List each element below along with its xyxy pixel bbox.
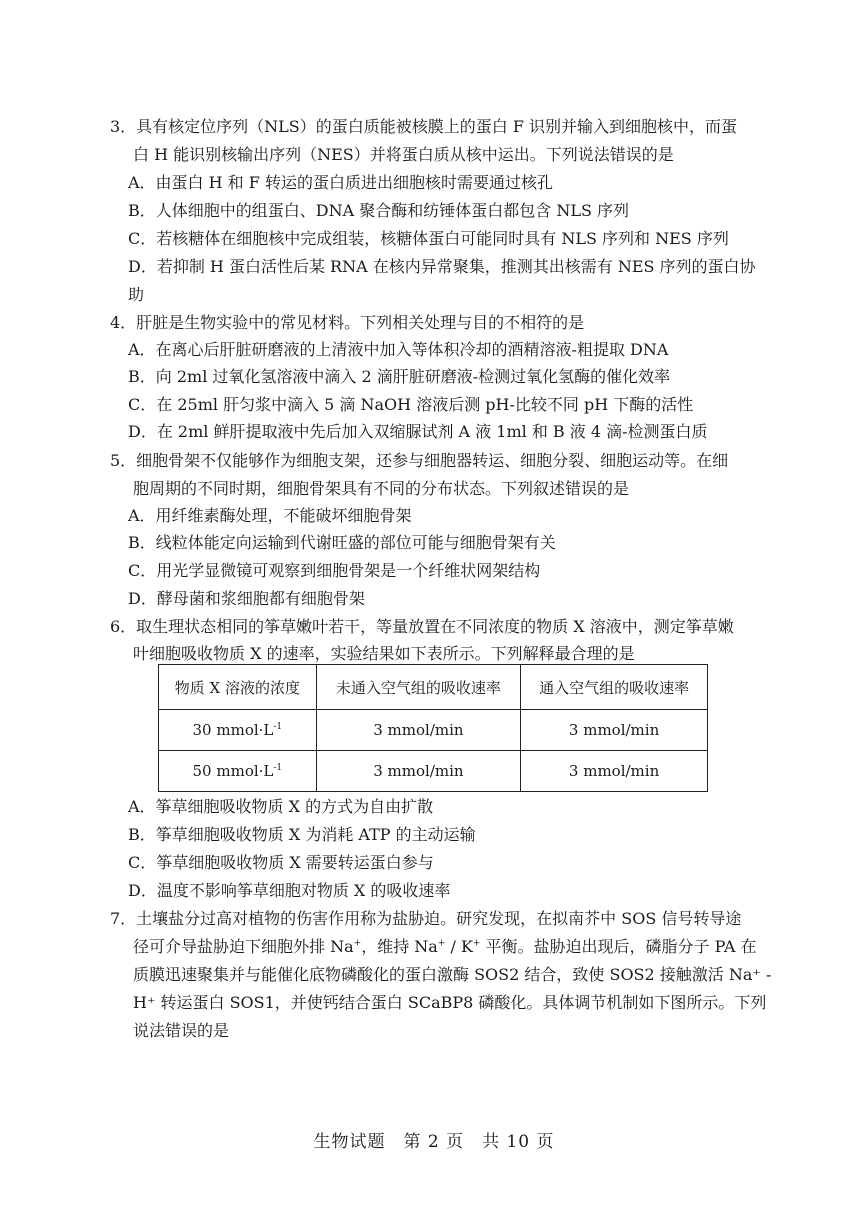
table-cell-no-air-rate: 3 mmol/min [316, 710, 520, 751]
q6-option-c: C．筝草细胞吸收物质 X 需要转运蛋白参与 [128, 853, 434, 872]
q4-option-c: C．在 25ml 肝匀浆中滴入 5 滴 NaOH 溶液后测 pH-比较不同 pH 下酶的活性 [128, 395, 694, 414]
q3-stem-line1: 3．具有核定位序列（NLS）的蛋白质能被核膜上的蛋白 F 识别并输入到细胞核中，而蛋 [110, 117, 738, 136]
q6-option-d: D．温度不影响筝草细胞对物质 X 的吸收速率 [128, 881, 451, 900]
q5-option-c: C．用光学显微镜可观察到细胞骨架是一个纤维状网架结构 [128, 561, 541, 580]
q5-option-d: D．酵母菌和浆细胞都有细胞骨架 [128, 589, 365, 608]
q4-stem: 4．肝脏是生物实验中的常见材料。下列相关处理与目的不相符的是 [110, 313, 585, 332]
q7-text: ，维持 Na [361, 937, 438, 956]
absorption-rate-table [158, 664, 708, 792]
table-header-cell: 通入空气组的吸收速率 [521, 665, 708, 710]
concentration-value: 50 mmol·L [192, 762, 274, 780]
table-header-cell: 物质 X 溶液的浓度 [159, 665, 317, 710]
table-header-cell: 未通入空气组的吸收速率 [316, 665, 520, 710]
charge-sup: + [472, 938, 481, 949]
q4-option-a: A．在离心后肝脏研磨液的上清液中加入等体积冷却的酒精溶液-粗提取 DNA [128, 340, 669, 359]
table-cell-air-rate: 3 mmol/min [521, 710, 708, 751]
q7-stem-line3: 质膜迅速聚集并与能催化底物磷酸化的蛋白激酶 SOS2 结合，致使 SOS2 接触激活 Na⁺ - [133, 965, 772, 984]
unit-exponent: -1 [273, 722, 283, 732]
table-cell-concentration [159, 710, 317, 751]
q5-stem-line2: 胞周期的不同时期，细胞骨架具有不同的分布状态。下列叙述错误的是 [133, 479, 630, 498]
charge-sup: + [437, 938, 446, 949]
table-row [159, 710, 708, 751]
q7-text: 径可介导盐胁迫下细胞外排 Na [133, 937, 354, 956]
q3-option-d-line2: 助 [128, 285, 145, 304]
charge-sup: + [353, 938, 362, 949]
table-header-row [159, 665, 708, 710]
q3-option-c: C．若核糖体在细胞核中完成组装，核糖体蛋白可能同时具有 NLS 序列和 NES 序列 [128, 229, 729, 248]
q3-option-d-line1: D．若抑制 H 蛋白活性后某 RNA 在核内异常聚集，推测其出核需有 NES 序列的蛋白协 [128, 257, 756, 276]
q3-stem-line2: 白 H 能识别核输出序列（NES）并将蛋白质从核中运出。下列说法错误的是 [133, 145, 674, 164]
table-cell-concentration [159, 751, 317, 792]
q6-option-b: B．筝草细胞吸收物质 X 为消耗 ATP 的主动运输 [128, 825, 476, 844]
q7-text: / K [445, 937, 473, 956]
q5-option-b: B．线粒体能定向运输到代谢旺盛的部位可能与细胞骨架有关 [128, 533, 556, 552]
q5-stem-line1: 5．细胞骨架不仅能够作为细胞支架，还参与细胞器转运、细胞分裂、细胞运动等。在细 [110, 451, 729, 470]
q4-option-b: B．向 2ml 过氧化氢溶液中滴入 2 滴肝脏研磨液-检测过氧化氢酶的催化效率 [128, 367, 671, 386]
q7-stem-line1: 7．土壤盐分过高对植物的伤害作用称为盐胁迫。研究发现，在拟南芥中 SOS 信号转导途 [110, 909, 742, 928]
q3-option-b: B．人体细胞中的组蛋白、DNA 聚合酶和纺锤体蛋白都包含 NLS 序列 [128, 201, 629, 220]
q7-stem-line2 [133, 936, 757, 958]
q4-option-d: D．在 2ml 鲜肝提取液中先后加入双缩脲试剂 A 液 1ml 和 B 液 4 滴-检测蛋白质 [128, 422, 708, 441]
unit-exponent: -1 [273, 763, 283, 773]
q7-stem-line5: 说法错误的是 [133, 1021, 230, 1040]
concentration-value: 30 mmol·L [192, 721, 274, 739]
q7-text: 平衡。盐胁迫出现后，磷脂分子 PA 在 [480, 937, 757, 956]
table-cell-air-rate: 3 mmol/min [521, 751, 708, 792]
q6-option-a: A．筝草细胞吸收物质 X 的方式为自由扩散 [128, 797, 434, 816]
q6-stem-line2: 叶细胞吸收物质 X 的速率，实验结果如下表所示。下列解释最合理的是 [133, 644, 635, 663]
q6-stem-line1: 6．取生理状态相同的筝草嫩叶若干，等量放置在不同浓度的物质 X 溶液中，测定筝草嫩 [110, 617, 734, 636]
table-cell-no-air-rate: 3 mmol/min [316, 751, 520, 792]
page-footer: 生物试题 第 2 页 共 10 页 [313, 1132, 555, 1152]
q3-option-a: A．由蛋白 H 和 F 转运的蛋白质进出细胞核时需要通过核孔 [128, 173, 553, 192]
table-row [159, 751, 708, 792]
q7-stem-line4: H⁺ 转运蛋白 SOS1，并使钙结合蛋白 SCaBP8 磷酸化。具体调节机制如下图所示。下列 [133, 993, 767, 1012]
q5-option-a: A．用纤维素酶处理，不能破坏细胞骨架 [128, 506, 412, 525]
